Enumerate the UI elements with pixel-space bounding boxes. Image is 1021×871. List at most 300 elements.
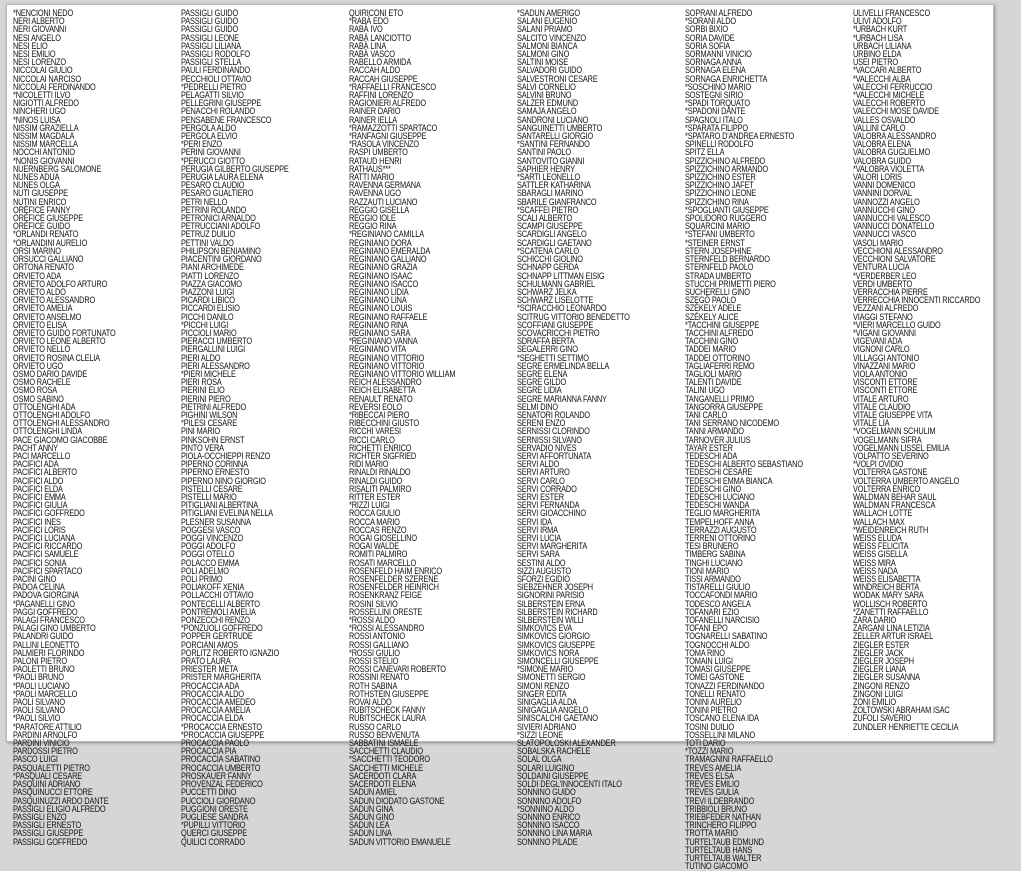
- name-entry: ROVAI ALDO: [349, 697, 392, 708]
- name-entry: ROTHSTEIN GIUSEPPE: [349, 688, 429, 699]
- name-entry: REGINIANO GRAZIA: [349, 262, 418, 273]
- name-entry: SERVI ESTER: [517, 491, 564, 502]
- name-entry: PADOVA GIORGINA: [13, 590, 79, 601]
- name-entry: SOLARI LUIGINO: [517, 762, 575, 773]
- name-entry: PALMIERI FLORINDO: [13, 647, 85, 658]
- name-entry: VIGEVANI ADA: [853, 336, 903, 347]
- name-entry: RICCHI VARESI: [349, 426, 401, 437]
- name-entry: *PICCHI LUIGI: [181, 319, 229, 330]
- name-entry: SIMKOVICS NORA: [517, 647, 580, 658]
- name-entry: VISCONTI ETTORE: [853, 377, 918, 388]
- name-entry: SACCHETTI MICHELE: [349, 762, 423, 773]
- name-entry: *PAGANELLI GINO: [13, 598, 75, 609]
- name-entry: SORIA SOFIA: [685, 40, 730, 51]
- name-entry: PACIFICI EMMA: [13, 491, 66, 502]
- name-entry: SUCHERELLI GINO: [685, 286, 750, 297]
- name-entry: PASQUINUZZI ARDO DANTE: [13, 795, 109, 806]
- name-entry: TEDESCHI CESARE: [685, 467, 753, 478]
- name-entry: NISSIM MARCELLA: [13, 139, 78, 150]
- name-entry: PIERI ALESSANDRO: [181, 360, 250, 371]
- name-entry: *WEIDENREICH RUTH: [853, 524, 929, 535]
- name-entry: SESTINI ALDO: [517, 557, 566, 568]
- name-entry: *RIBECCAI PIERO: [349, 409, 410, 420]
- name-entry: *VERDERBER LEO: [853, 270, 917, 281]
- name-entry: STRADA UMBERTO: [685, 270, 751, 281]
- name-entry: ROSENFELDER HEINRICH: [349, 582, 439, 593]
- name-entry: SIMONETTI SERGIO: [517, 672, 586, 683]
- name-entry: SPIZZICHINO ALFREDO: [685, 155, 766, 166]
- name-entry: SCHULMANN GABRIEL: [517, 278, 596, 289]
- name-entry: TOSCANO ELENA IDA: [685, 713, 759, 724]
- name-entry: ZUFOLI SAVERIO: [853, 713, 912, 724]
- name-entry: SBARILE GIANFRANCO: [517, 196, 597, 207]
- name-entry: SERENI ENZO: [517, 418, 566, 429]
- name-entry: STERN JOSEPHINE: [685, 245, 752, 256]
- name-entry: SCHNAPP GERDA: [517, 262, 579, 273]
- name-entry: TOMEI GASTONE: [685, 672, 745, 683]
- name-entry: SANTARELLI GIORGIO: [517, 131, 594, 142]
- name-entry: NISSIM MAGDALA: [13, 131, 75, 142]
- name-entry: PETRI NELLO: [181, 196, 228, 207]
- name-entry: ROSSI ANTONIO: [349, 631, 405, 642]
- name-entry: SADUN LINA: [349, 828, 392, 839]
- name-entry: TOGNOCCHI ALDO: [685, 639, 750, 650]
- name-entry: VEZZANI ALFREDO: [853, 303, 919, 314]
- name-entry: PASSIGLI LILIANA: [181, 40, 242, 51]
- name-entry: *RIZZI LUIGI: [349, 500, 390, 511]
- name-entry: PALAGI FRANCESCO: [13, 615, 85, 626]
- name-entry: SOLDAINI GIUSEPPE: [517, 770, 589, 781]
- name-entry: ORVIETO ALDO: [13, 286, 66, 297]
- name-entry: PICCARDI ELISIO: [181, 303, 240, 314]
- name-entry: SQUARCINI MARIO: [685, 221, 750, 232]
- name-entry: RABÀ LANCIOTTO: [349, 32, 411, 43]
- name-entry: RAGIONIERI ALFREDO: [349, 98, 427, 109]
- name-entry: *RAMAZZOTTI SPARTACO: [349, 122, 438, 133]
- name-entry: ORVIETO UGO: [13, 360, 64, 371]
- name-entry: RAINER DARIO: [349, 106, 401, 117]
- name-entry: TOTI DARIO: [685, 738, 726, 749]
- name-entry: OSMO SABINO: [13, 393, 64, 404]
- name-entry: *STEINER ERNST: [685, 237, 745, 248]
- name-entry: PASSIGLI ERNESTO: [13, 820, 82, 831]
- name-entry: ROSSI STELIO: [349, 656, 399, 667]
- name-entry: TEDESCHI GINO: [685, 483, 742, 494]
- name-entry: ZIEGLER SUSANNA: [853, 672, 920, 683]
- name-entry: OTTOLENGHI ALESSANDRO: [13, 418, 110, 429]
- name-entry: PENACCHI ROLANDO: [181, 106, 256, 117]
- name-entry: SADUN GINA: [349, 803, 394, 814]
- name-entry: PROCACCIA UMBERTO: [181, 762, 261, 773]
- name-entry: VASOLI MARIO: [853, 237, 904, 248]
- name-entry: TANNI ARMANDO: [685, 426, 744, 437]
- name-entry: PLESNER SUSANNA: [181, 516, 251, 527]
- name-entry: ROGAI WALDE: [349, 541, 400, 552]
- name-entry: VECCHIONI SALVATORE: [853, 254, 936, 265]
- name-entry: PASSIGLI GUIDO: [181, 8, 239, 18]
- name-entry: RATAUD HENRI: [349, 155, 402, 166]
- name-entry: ZIEGLER JOSEPH: [853, 656, 914, 667]
- name-entry: PETRONICI ARNALDO: [181, 213, 256, 224]
- name-entry: ORTONA RENATO: [13, 262, 74, 273]
- name-entry: *TACCHINI GIUSEPPE: [685, 319, 760, 330]
- name-entry: PASSIGLI ENZO: [13, 811, 67, 822]
- name-entry: PACIFICI LUCIANA: [13, 533, 76, 543]
- name-entry: ORVIETO NELLO: [13, 344, 71, 355]
- name-entry: PIERGALLINI LUIGI: [181, 344, 246, 355]
- name-entry: TALENTI DAVIDE: [685, 377, 742, 388]
- name-entry: PARDOSSI PIETRO: [13, 746, 78, 757]
- name-entry: PIAZZA GIACOMO: [181, 278, 242, 289]
- name-entry: REGINIANO ISAAC: [349, 270, 413, 281]
- name-entry: SERVI AFFORTUNATA: [517, 450, 592, 461]
- name-entry: PROCACCIA ELDA: [181, 713, 244, 724]
- name-entry: SANTINI PAOLO: [517, 147, 571, 158]
- name-entry: ORVIETO ADOLFO ARTURO: [13, 278, 108, 289]
- name-entry: SERVI GIOACCHINO: [517, 508, 587, 519]
- name-entry: PROCACCIA ALDO: [181, 688, 244, 699]
- name-entry: *SIMONE MARIO: [517, 664, 574, 675]
- name-entry: PIAZZONI LUIGI: [181, 286, 235, 297]
- name-entry: SPIZZICHINO JAFET: [685, 180, 754, 191]
- name-entry: *VACCARI ALBERTO: [853, 65, 922, 76]
- name-entry: SERNISSI SILVANO: [517, 434, 582, 445]
- name-entry: SBARAGLI MARINO: [517, 188, 584, 199]
- name-entry: PROSKAUER FANNY: [181, 770, 252, 781]
- name-entry: NUTI GIUSEPPE: [13, 188, 68, 199]
- name-entry: SEGRE ERMELINDA BELLA: [517, 360, 610, 371]
- name-entry: ROSSI CANEVARI ROBERTO: [349, 664, 446, 675]
- name-entry: PONTECELLI ALBERTO: [181, 598, 260, 609]
- name-entry: SATTLER KATHARINA: [517, 180, 591, 191]
- name-entry: PIACENTINI GIORDANO: [181, 254, 262, 265]
- name-entry: RUSSO CARLO: [349, 721, 401, 732]
- name-entry: SOSTEGNI SIRIO: [685, 90, 743, 101]
- name-entry: *SPADI TORQUATO: [685, 98, 750, 109]
- name-entry: PACIFICI GOFFREDO: [13, 508, 85, 519]
- name-entry: TEDESCHI LUCIANO: [685, 491, 755, 502]
- name-entry: RUSSO BENVENUTA: [349, 729, 420, 740]
- name-entry: SCOFFIANI GIUSEPPE: [517, 319, 594, 330]
- name-entry: VALLINI CARLO: [853, 122, 906, 133]
- name-entry: *SORANI ALDO: [685, 16, 736, 27]
- name-entry: PROCACCIA PIA: [181, 746, 237, 757]
- name-entry: PIERINI ELIO: [181, 385, 225, 396]
- name-entry: SALANI EUGENIO: [517, 16, 578, 27]
- name-entry: WALLACH LOTTE: [853, 508, 913, 519]
- name-entry: SANGUINETTI UMBERTO: [517, 122, 603, 133]
- name-entry: VITALE CLAUDIO: [853, 401, 911, 412]
- name-entry: PASSIGLI STELLA: [181, 57, 242, 68]
- name-entry: QUERCI GIUSEPPE: [181, 828, 248, 839]
- name-entry: *NICOLETTI ILVO: [13, 90, 71, 101]
- name-entry: ROSENFELD HAIM ENRICO: [349, 565, 442, 576]
- name-entry: PINI MARIO: [181, 426, 220, 437]
- name-entry: SALVADORI GUIDO: [517, 65, 582, 76]
- name-entry: REGINIANO LOUIS: [349, 303, 413, 314]
- name-entry: RATTI MARIO: [349, 172, 395, 183]
- name-entry: ROSSINI RENATO: [349, 672, 410, 683]
- name-entry: *ROSSI GIULIO: [349, 647, 400, 658]
- name-entry: TROTTA MARIO: [685, 828, 738, 839]
- name-entry: PACHT ANNY: [13, 442, 58, 453]
- name-entry: *VALECCHI MICHELE: [853, 90, 925, 101]
- name-entry: SORIA DAVIDE: [685, 32, 735, 43]
- name-entry: QUILICI CORRADO: [181, 836, 245, 847]
- name-entry: TONELLI RENATO: [685, 688, 746, 699]
- name-entry: VANNUCCHI GINO: [853, 204, 915, 215]
- name-entry: REGINIANO SARA: [349, 327, 411, 338]
- name-entry: NESI EMILIO: [13, 49, 56, 60]
- name-entry: RAZZAUTI LUCIANO: [349, 196, 418, 207]
- name-entry: SCHWARZ LISELOTTE: [517, 295, 594, 306]
- name-entry: REGINIANO DORA: [349, 237, 412, 248]
- name-entry: RITTER ESTER: [349, 491, 401, 502]
- name-entry: VALECCHI FERRUCCIO: [853, 81, 933, 92]
- name-entry: PICARDI LIBICO: [181, 295, 235, 306]
- name-entry: *SOSCHINO MARIO: [685, 81, 752, 92]
- name-entry: VALOBRA ELENA: [853, 139, 912, 150]
- name-entry: *PAOLI BRUNO: [13, 672, 64, 683]
- name-entry: PALONI PIETRO: [13, 656, 67, 667]
- name-entry: *RASOLA VINCENZO: [349, 139, 419, 150]
- name-entry: WEISS GISELLA: [853, 549, 908, 560]
- name-entry: TANGORRA GIUSEPPE: [685, 401, 763, 412]
- name-entry: NINCHERI UGO: [13, 106, 66, 117]
- name-entry: TEMPELHOFF ANNA: [685, 516, 755, 527]
- name-entry: *NENCIONI NEDO: [13, 8, 74, 18]
- name-entry: TONINI PIETRO: [685, 705, 738, 716]
- name-entry: PINKSOHN ERNST: [181, 434, 245, 445]
- name-entry: *SCATENA CARLO: [517, 245, 579, 256]
- name-entry: SINIGAGLIA ANGELO: [517, 705, 589, 716]
- name-entry: ORVIETO ROSINA CLELIA: [13, 352, 100, 363]
- name-entry: SAMAJA ANGELO: [517, 106, 577, 117]
- name-entry: TINGHI LUCIANO: [685, 557, 743, 568]
- name-entry: PIATTI LORENZO: [181, 270, 239, 281]
- name-entry: NUERNBERG SALOMONE: [13, 163, 102, 174]
- name-entry: TANGANELLI PRIMO: [685, 393, 755, 404]
- name-entry: PAOLETTI BRUNO: [13, 664, 75, 675]
- name-entry: WEISS NADA: [853, 565, 898, 576]
- name-entry: ORVIETO ELISA: [13, 319, 67, 330]
- name-entry: VANNOZZI ANGELO: [853, 196, 920, 207]
- name-entry: *STEFANI UMBERTO: [685, 229, 755, 240]
- name-entry: TREVES GIULIA: [685, 787, 739, 798]
- name-entry: RABÀ IVO: [349, 24, 383, 35]
- name-entry: *REGINIANO VANNA: [349, 336, 418, 347]
- name-entry: WALDMAN FRANCESCA: [853, 500, 936, 511]
- name-entry: SALVESTRONI CESARE: [517, 73, 598, 84]
- name-entry: SERVI ARTURO: [517, 467, 570, 478]
- name-entry: PUGGIONI ORESTE: [181, 803, 248, 814]
- name-entry: SEGALERRI GINO: [517, 344, 578, 355]
- name-entry: PETTINI VALDO: [181, 237, 234, 248]
- name-entry: SANTOVITO GIANNI: [517, 155, 585, 166]
- name-entry: SIEBZEHNER JOSEPH: [517, 582, 593, 593]
- name-entry: SINIGAGLIA ALDA: [517, 697, 577, 708]
- name-entry: RISALITI PALMIRO: [349, 483, 412, 494]
- name-entry: SERNISSI CLORINDO: [517, 426, 590, 437]
- name-entry: RATHAUS***: [349, 163, 391, 174]
- name-entry: VITALE ARTURO: [853, 393, 909, 404]
- name-entry: SLATOPOLOSKI ALEXANDER: [517, 738, 616, 749]
- name-entry: TOMA RINO: [685, 647, 725, 658]
- name-entry: *SCIRACCHIO LEONARDO: [517, 303, 607, 314]
- name-entry: VOLTERRA ENRICO: [853, 483, 921, 494]
- name-entry: PRATO LAURA: [181, 656, 231, 667]
- name-entry: TERRAZZI AUGUSTO: [685, 524, 757, 535]
- name-entry: PETRUCCIANI ADOLFO: [181, 221, 261, 232]
- name-entry: VECCHIONI ALESSANDRO: [853, 245, 943, 256]
- name-entry: SACERDOTI ELENA: [349, 779, 416, 790]
- name-entry: PISTELLI CESARE: [181, 483, 243, 494]
- name-entry: SCAMPI GIUSEPPE: [517, 221, 583, 232]
- name-entry: VALOBRA ALESSANDRO: [853, 131, 937, 142]
- name-entry: SABBATINI ISMAELE: [349, 738, 419, 749]
- name-entry: ROSINI SILVIO: [349, 598, 398, 609]
- name-entry: *RAFFAELLI FRANCESCO: [349, 81, 436, 92]
- name-entry: TADDEI MARIO: [685, 344, 736, 355]
- name-entry: *RABÀ EDO: [349, 16, 389, 27]
- name-entry: VALECCHI ROBERTO: [853, 98, 926, 109]
- name-entry: PROCACCIA SABATINO: [181, 754, 261, 765]
- name-entry: PADOA CELINA: [13, 582, 65, 593]
- name-entry: SIMKOVICS EVA: [517, 623, 573, 634]
- name-entry: VERRACCHIA PIERRE: [853, 286, 928, 297]
- name-entry: WODAK MARY SARA: [853, 590, 924, 601]
- name-entry: SERVI CORRADO: [517, 483, 577, 494]
- name-entry: SEGRE MARIANNA FANNY: [517, 393, 607, 404]
- name-entry: NUNES OLGA: [13, 180, 60, 191]
- name-entry: NUTINI ENRICO: [13, 196, 67, 207]
- name-column-6: [853, 9, 1021, 739]
- name-entry: SIMKOVICS GIORGIO: [517, 631, 590, 642]
- name-entry: SERVI IDA: [517, 516, 552, 527]
- name-entry: PACE GIACOMO GIACOBBE: [13, 434, 108, 445]
- name-entry: ZINGONI RENZO: [853, 680, 910, 691]
- name-entry: NICCOLAI FERDINANDO: [13, 81, 96, 92]
- name-entry: PACIFICI SPARTACO: [13, 565, 83, 576]
- name-entry: VITALE LIA: [853, 418, 890, 429]
- name-entry: *ORLANDINI AURELIO: [13, 237, 88, 248]
- name-entry: PALLINI LEONETTO: [13, 639, 80, 650]
- name-entry: ORVIETO LEONE ALBERTO: [13, 336, 106, 347]
- name-entry: SFORZI EGIDIO: [517, 574, 570, 585]
- name-entry: *SPADONI DANTE: [685, 106, 746, 117]
- name-entry: TREVI ILDEBRANDO: [685, 795, 755, 806]
- name-entry: TONINI AURELIO: [685, 697, 742, 708]
- name-entry: SALVI CORNELIO: [517, 81, 576, 92]
- name-entry: PETRUZ DUILIO: [181, 229, 236, 240]
- name-entry: REGINIANO RINA: [349, 319, 408, 330]
- name-entry: REICH ELISABETTA: [349, 385, 416, 396]
- name-entry: PASQUALETTI PIETRO: [13, 762, 90, 773]
- name-entry: PERGOLA ELVIO: [181, 131, 238, 142]
- name-entry: REVERSI EOLO: [349, 401, 402, 412]
- name-entry: RAVENNA GERMANA: [349, 180, 421, 191]
- name-entry: PACIFICI INES: [13, 516, 61, 527]
- name-entry: PENSABENE FRANCESCO: [181, 114, 272, 125]
- name-entry: SIGNORINI PARISIO: [517, 590, 585, 601]
- name-entry: TANI SERRANO NICODEMO: [685, 418, 780, 429]
- name-entry: PASCO LUIGI: [13, 754, 58, 765]
- name-entry: TREVES ELSA: [685, 770, 734, 781]
- name-entry: TAGLIAFERRI REMO: [685, 360, 755, 371]
- name-entry: ORVIETO ADA: [13, 270, 61, 281]
- memorial-plaque: [6, 4, 994, 871]
- name-entry: STUCCHI PRIMETTI PIERO: [685, 278, 776, 289]
- name-entry: SINISCALCHI GAETANO: [517, 713, 598, 724]
- name-entry: *VIERI MARCELLO GUIDO: [853, 319, 941, 330]
- name-entry: SERVI IRMA: [517, 524, 558, 535]
- name-entry: SCHICCHI GIOLINO: [517, 254, 583, 265]
- name-entry: WOLLISCH ROBERTO: [853, 598, 928, 609]
- name-entry: VOGELMANN SIFRA: [853, 434, 922, 445]
- name-entry: *SANTINI FERNANDO: [517, 139, 590, 150]
- name-entry: REGINIANO ISACCO: [349, 278, 419, 289]
- name-entry: PACIFICI SONIA: [13, 557, 67, 568]
- name-entry: NOCCHI ANTONIO: [13, 147, 75, 158]
- name-entry: PINTO VERA: [181, 442, 224, 453]
- name-column-5: [685, 8, 853, 871]
- name-entry: POPPER GERTRUDE: [181, 631, 253, 642]
- name-entry: WEISS MIRA: [853, 557, 896, 568]
- name-columns: [13, 8, 989, 871]
- name-entry: PAOLI SILVANO: [13, 705, 66, 716]
- name-entry: SELMI DINO: [517, 401, 559, 412]
- name-entry: SAPHIER HENRY: [517, 163, 576, 174]
- name-entry: *PARATORE ATTILIO: [13, 721, 82, 732]
- name-entry: TOSINI DUILIO: [685, 721, 734, 732]
- name-entry: SORNAGA ENRICHETTA: [685, 73, 768, 84]
- name-entry: OSMO DARIO DAVIDE: [13, 368, 88, 379]
- name-entry: *SEGHETTI SETTIMO: [517, 352, 589, 363]
- name-entry: *REGINIANO CAMILLA: [349, 229, 424, 240]
- name-entry: *ORLANDI RENATO: [13, 229, 79, 240]
- name-entry: RAFFINI LORENZO: [349, 90, 413, 101]
- name-entry: ROSSELLINI ORESTE: [349, 606, 423, 617]
- name-entry: SOPRANI ALFREDO: [685, 8, 753, 18]
- name-entry: SPIZZICHINO RINA: [685, 196, 749, 207]
- name-entry: REGINIANO VITTORIO WILLIAM: [349, 368, 456, 379]
- name-entry: WALDMAN BEHAR SAUL: [853, 491, 937, 502]
- name-entry: REGINIANO GALLIANO: [349, 254, 427, 265]
- name-entry: TOMASI GIUSEPPE: [685, 664, 751, 675]
- name-entry: SDRAFFA BERTA: [517, 336, 575, 347]
- name-entry: *URBACH LISA: [853, 32, 904, 43]
- name-entry: TOFANI EPO: [685, 623, 728, 634]
- name-entry: TOMAIN LUIGI: [685, 656, 733, 667]
- name-entry: NESI ELIO: [13, 40, 48, 51]
- name-entry: RASPI UMBERTO: [349, 147, 408, 158]
- name-entry: PROCACCIA ADA: [181, 680, 240, 691]
- name-entry: POLI PRIMO: [181, 574, 223, 585]
- name-entry: VIAGGI STEFANO: [853, 311, 913, 322]
- name-entry: TURTELTAUB EDMUND: [685, 836, 764, 847]
- name-entry: SONNINO ISACCO: [517, 820, 580, 831]
- name-entry: NICCOLAI NARCISO: [13, 73, 81, 84]
- name-entry: RABELLO ARMIDA: [349, 57, 412, 68]
- name-entry: ROGAI GIOSELLINO: [349, 533, 417, 543]
- name-entry: ULIVI ADOLFO: [853, 16, 902, 27]
- name-entry: *PERI ENZO: [181, 139, 223, 150]
- name-entry: SZÉKELY ADELE: [685, 303, 742, 314]
- name-entry: WEISS FELICITA: [853, 541, 909, 552]
- name-entry: PORLITZ ROBERTO IGNAZIO: [181, 647, 280, 658]
- name-entry: SINGER EDITA: [517, 688, 567, 699]
- name-entry: URBACH LILIANA: [853, 40, 912, 51]
